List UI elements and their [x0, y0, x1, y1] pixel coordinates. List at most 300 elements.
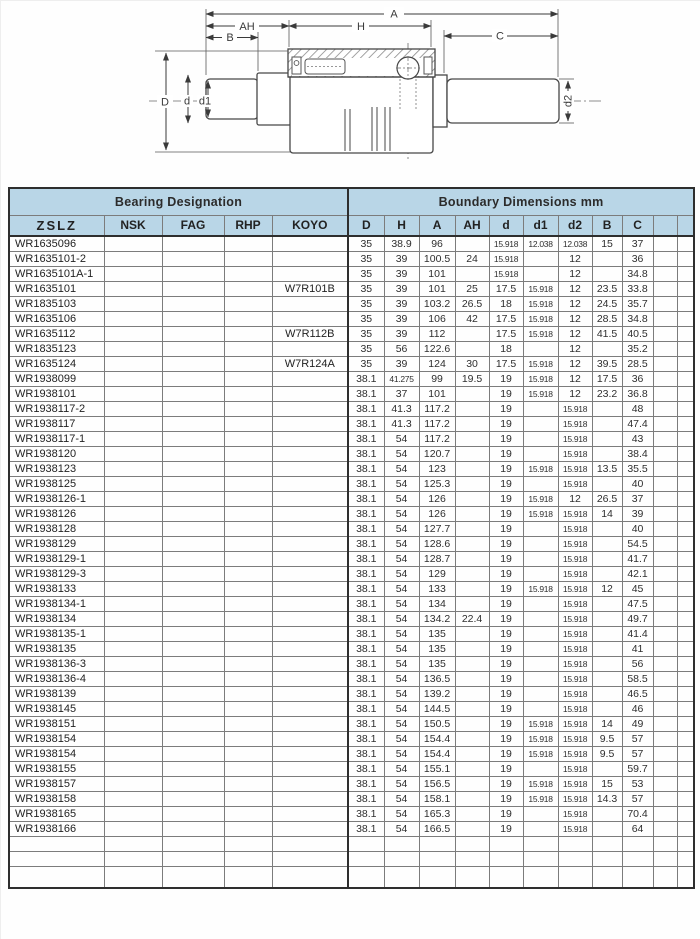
- value-cell: 19: [489, 746, 523, 761]
- value-cell: 54: [384, 686, 419, 701]
- value-cell: 103.2: [419, 296, 455, 311]
- value-cell: [653, 506, 677, 521]
- value-cell: 15.918: [523, 776, 558, 791]
- part-number: WR1635101: [9, 281, 104, 296]
- value-cell: [455, 626, 489, 641]
- part-number: WR1938165: [9, 806, 104, 821]
- table-row: [9, 311, 694, 326]
- value-cell: [653, 521, 677, 536]
- value-cell: 12: [558, 491, 592, 506]
- value-cell: 106: [419, 311, 455, 326]
- part-number: WR1938099: [9, 371, 104, 386]
- dim-label-d1: d1: [198, 95, 212, 108]
- value-cell: 39.5: [592, 356, 622, 371]
- bearing-dimension-diagram: [1, 1, 700, 187]
- value-cell: [653, 821, 677, 836]
- value-cell: [104, 566, 162, 581]
- value-cell: 134.2: [419, 611, 455, 626]
- value-cell: 38.1: [348, 431, 384, 446]
- value-cell: [162, 341, 224, 356]
- value-cell: [677, 506, 694, 521]
- value-cell: 39: [384, 281, 419, 296]
- value-cell: 38.1: [348, 371, 384, 386]
- value-cell: [224, 806, 272, 821]
- value-cell: [224, 311, 272, 326]
- value-cell: [653, 566, 677, 581]
- value-cell: [104, 341, 162, 356]
- value-cell: [162, 251, 224, 266]
- value-cell: [224, 671, 272, 686]
- empty-cell: [162, 866, 224, 888]
- table-row: [9, 476, 694, 491]
- value-cell: [104, 686, 162, 701]
- value-cell: 15.918: [558, 761, 592, 776]
- value-cell: [677, 371, 694, 386]
- table-row: [9, 506, 694, 521]
- value-cell: [104, 536, 162, 551]
- value-cell: [677, 536, 694, 551]
- value-cell: [162, 416, 224, 431]
- value-cell: 17.5: [489, 311, 523, 326]
- table-row: [9, 281, 694, 296]
- value-cell: 15.918: [558, 461, 592, 476]
- value-cell: 15.918: [558, 536, 592, 551]
- value-cell: 19: [489, 686, 523, 701]
- value-cell: 25: [455, 281, 489, 296]
- value-cell: [162, 671, 224, 686]
- value-cell: [455, 431, 489, 446]
- value-cell: 17.5: [489, 281, 523, 296]
- value-cell: [272, 701, 348, 716]
- value-cell: 26.5: [455, 296, 489, 311]
- empty-cell: [592, 851, 622, 866]
- value-cell: [272, 596, 348, 611]
- value-cell: [592, 446, 622, 461]
- value-cell: [162, 506, 224, 521]
- value-cell: 15.918: [558, 641, 592, 656]
- value-cell: 101: [419, 386, 455, 401]
- value-cell: 19: [489, 371, 523, 386]
- value-cell: 33.8: [622, 281, 653, 296]
- value-cell: 56: [622, 656, 653, 671]
- value-cell: [455, 566, 489, 581]
- value-cell: [224, 446, 272, 461]
- value-cell: 38.1: [348, 581, 384, 596]
- value-cell: [523, 431, 558, 446]
- value-cell: [677, 686, 694, 701]
- value-cell: 126: [419, 506, 455, 521]
- value-cell: [272, 716, 348, 731]
- part-number: WR1938158: [9, 791, 104, 806]
- value-cell: 154.4: [419, 731, 455, 746]
- value-cell: [272, 566, 348, 581]
- value-cell: 54: [384, 566, 419, 581]
- value-cell: [272, 536, 348, 551]
- table-row: [9, 776, 694, 791]
- empty-cell: [104, 866, 162, 888]
- value-cell: [455, 716, 489, 731]
- value-cell: 54: [384, 461, 419, 476]
- value-cell: [592, 596, 622, 611]
- value-cell: 23.5: [592, 281, 622, 296]
- column-header-b: B: [592, 215, 622, 236]
- value-cell: [677, 566, 694, 581]
- value-cell: [677, 491, 694, 506]
- value-cell: [677, 521, 694, 536]
- value-cell: [162, 611, 224, 626]
- value-cell: 15.918: [558, 776, 592, 791]
- value-cell: [272, 656, 348, 671]
- value-cell: [592, 416, 622, 431]
- boundary-dimensions-header: Boundary Dimensions mm: [348, 188, 694, 215]
- value-cell: 37: [384, 386, 419, 401]
- part-number: WR1938151: [9, 716, 104, 731]
- value-cell: [455, 446, 489, 461]
- value-cell: 38.1: [348, 596, 384, 611]
- table-row: [9, 446, 694, 461]
- value-cell: [455, 506, 489, 521]
- value-cell: 15.918: [558, 446, 592, 461]
- value-cell: 15.918: [489, 251, 523, 266]
- part-number: WR1938134-1: [9, 596, 104, 611]
- value-cell: [224, 491, 272, 506]
- value-cell: 19: [489, 521, 523, 536]
- value-cell: [104, 266, 162, 281]
- value-cell: [162, 386, 224, 401]
- value-cell: 54.5: [622, 536, 653, 551]
- value-cell: 101: [419, 281, 455, 296]
- value-cell: 70.4: [622, 806, 653, 821]
- value-cell: 38.1: [348, 491, 384, 506]
- value-cell: [455, 521, 489, 536]
- value-cell: [653, 686, 677, 701]
- value-cell: 15.918: [558, 746, 592, 761]
- value-cell: 19: [489, 806, 523, 821]
- value-cell: [272, 446, 348, 461]
- value-cell: 15.918: [523, 581, 558, 596]
- value-cell: [272, 626, 348, 641]
- value-cell: [653, 356, 677, 371]
- value-cell: 133: [419, 581, 455, 596]
- empty-cell: [592, 866, 622, 888]
- part-number: WR1938166: [9, 821, 104, 836]
- value-cell: [272, 821, 348, 836]
- value-cell: [104, 386, 162, 401]
- value-cell: 57: [622, 746, 653, 761]
- value-cell: 46.5: [622, 686, 653, 701]
- value-cell: 54: [384, 701, 419, 716]
- value-cell: [162, 266, 224, 281]
- value-cell: 38.1: [348, 821, 384, 836]
- value-cell: [677, 776, 694, 791]
- value-cell: [653, 611, 677, 626]
- value-cell: [653, 416, 677, 431]
- value-cell: [523, 476, 558, 491]
- value-cell: 15.918: [523, 791, 558, 806]
- value-cell: W7R101B: [272, 281, 348, 296]
- value-cell: 40: [622, 521, 653, 536]
- value-cell: 58.5: [622, 671, 653, 686]
- dim-label-AH: AH: [239, 21, 255, 33]
- value-cell: 19: [489, 581, 523, 596]
- table-row: [9, 401, 694, 416]
- value-cell: [224, 791, 272, 806]
- value-cell: 54: [384, 431, 419, 446]
- value-cell: 38.1: [348, 626, 384, 641]
- value-cell: 38.1: [348, 446, 384, 461]
- value-cell: 15: [592, 236, 622, 251]
- value-cell: [455, 266, 489, 281]
- value-cell: 34.8: [622, 266, 653, 281]
- value-cell: [272, 491, 348, 506]
- value-cell: [104, 731, 162, 746]
- value-cell: 35.2: [622, 341, 653, 356]
- value-cell: 47.5: [622, 596, 653, 611]
- value-cell: [455, 386, 489, 401]
- value-cell: 15: [592, 776, 622, 791]
- value-cell: 38.1: [348, 461, 384, 476]
- value-cell: [653, 236, 677, 251]
- value-cell: [455, 656, 489, 671]
- value-cell: [272, 671, 348, 686]
- table-row: [9, 521, 694, 536]
- empty-cell: [558, 866, 592, 888]
- value-cell: 38.1: [348, 506, 384, 521]
- value-cell: [162, 296, 224, 311]
- value-cell: [653, 401, 677, 416]
- value-cell: 127.7: [419, 521, 455, 536]
- value-cell: [677, 731, 694, 746]
- value-cell: [224, 341, 272, 356]
- value-cell: 42.1: [622, 566, 653, 581]
- value-cell: [677, 416, 694, 431]
- part-number: WR1938139: [9, 686, 104, 701]
- value-cell: 19: [489, 431, 523, 446]
- value-cell: [592, 536, 622, 551]
- part-number: WR1938136-3: [9, 656, 104, 671]
- value-cell: [653, 626, 677, 641]
- value-cell: 117.2: [419, 431, 455, 446]
- empty-cell: [455, 836, 489, 851]
- value-cell: 99: [419, 371, 455, 386]
- value-cell: 54: [384, 611, 419, 626]
- value-cell: [677, 431, 694, 446]
- value-cell: 24: [455, 251, 489, 266]
- value-cell: 100.5: [419, 251, 455, 266]
- value-cell: [104, 326, 162, 341]
- dim-label-A: A: [390, 8, 398, 21]
- empty-cell: [419, 866, 455, 888]
- value-cell: 38.1: [348, 731, 384, 746]
- value-cell: 155.1: [419, 761, 455, 776]
- value-cell: [455, 476, 489, 491]
- value-cell: 14: [592, 716, 622, 731]
- value-cell: 54: [384, 731, 419, 746]
- value-cell: 19: [489, 596, 523, 611]
- value-cell: [104, 596, 162, 611]
- value-cell: 15.918: [558, 806, 592, 821]
- value-cell: [455, 551, 489, 566]
- table-row: [9, 746, 694, 761]
- table-row: [9, 536, 694, 551]
- value-cell: [104, 506, 162, 521]
- value-cell: 15.918: [558, 581, 592, 596]
- value-cell: 24.5: [592, 296, 622, 311]
- value-cell: [272, 761, 348, 776]
- value-cell: 150.5: [419, 716, 455, 731]
- value-cell: [677, 236, 694, 251]
- part-number: WR1938125: [9, 476, 104, 491]
- value-cell: 57: [622, 731, 653, 746]
- empty-cell: [9, 866, 104, 888]
- value-cell: 15.918: [489, 266, 523, 281]
- value-cell: [162, 581, 224, 596]
- value-cell: 139.2: [419, 686, 455, 701]
- empty-cell: [677, 851, 694, 866]
- value-cell: [162, 791, 224, 806]
- value-cell: [104, 251, 162, 266]
- value-cell: [162, 356, 224, 371]
- value-cell: [653, 266, 677, 281]
- value-cell: [224, 731, 272, 746]
- value-cell: 12: [592, 581, 622, 596]
- value-cell: [677, 401, 694, 416]
- value-cell: [104, 416, 162, 431]
- value-cell: [455, 416, 489, 431]
- value-cell: [523, 521, 558, 536]
- value-cell: 38.9: [384, 236, 419, 251]
- empty-cell: [348, 836, 384, 851]
- value-cell: [653, 791, 677, 806]
- value-cell: [104, 461, 162, 476]
- value-cell: [272, 806, 348, 821]
- value-cell: [653, 746, 677, 761]
- value-cell: [104, 806, 162, 821]
- value-cell: [162, 656, 224, 671]
- value-cell: 19: [489, 731, 523, 746]
- empty-cell: [9, 836, 104, 851]
- value-cell: 19: [489, 716, 523, 731]
- value-cell: [592, 521, 622, 536]
- table-row: [9, 386, 694, 401]
- value-cell: [224, 386, 272, 401]
- value-cell: [272, 371, 348, 386]
- value-cell: [653, 296, 677, 311]
- value-cell: 35.7: [622, 296, 653, 311]
- empty-cell: [419, 836, 455, 851]
- dim-label-H: H: [357, 21, 365, 33]
- value-cell: 49.7: [622, 611, 653, 626]
- value-cell: [592, 671, 622, 686]
- column-header-nsk: NSK: [104, 215, 162, 236]
- value-cell: [455, 821, 489, 836]
- value-cell: 19: [489, 461, 523, 476]
- value-cell: 40.5: [622, 326, 653, 341]
- value-cell: [455, 731, 489, 746]
- value-cell: [104, 701, 162, 716]
- value-cell: [677, 461, 694, 476]
- value-cell: [523, 806, 558, 821]
- empty-row: [9, 866, 694, 888]
- value-cell: [162, 716, 224, 731]
- value-cell: 12.038: [523, 236, 558, 251]
- value-cell: [224, 761, 272, 776]
- value-cell: [272, 341, 348, 356]
- value-cell: 19: [489, 776, 523, 791]
- table-row: [9, 266, 694, 281]
- value-cell: 39: [384, 311, 419, 326]
- value-cell: 42: [455, 311, 489, 326]
- value-cell: 19: [489, 641, 523, 656]
- value-cell: [523, 341, 558, 356]
- value-cell: 128.6: [419, 536, 455, 551]
- value-cell: 47.4: [622, 416, 653, 431]
- value-cell: 53: [622, 776, 653, 791]
- value-cell: [592, 611, 622, 626]
- value-cell: [224, 566, 272, 581]
- table-row: [9, 686, 694, 701]
- value-cell: [104, 611, 162, 626]
- value-cell: 38.1: [348, 416, 384, 431]
- value-cell: 124: [419, 356, 455, 371]
- empty-cell: [523, 851, 558, 866]
- value-cell: 37: [622, 491, 653, 506]
- table-row: [9, 341, 694, 356]
- value-cell: [162, 641, 224, 656]
- value-cell: [677, 626, 694, 641]
- value-cell: [677, 761, 694, 776]
- value-cell: [653, 371, 677, 386]
- value-cell: [592, 656, 622, 671]
- value-cell: [162, 596, 224, 611]
- part-number: WR1938123: [9, 461, 104, 476]
- empty-cell: [9, 851, 104, 866]
- value-cell: 19.5: [455, 371, 489, 386]
- value-cell: [224, 656, 272, 671]
- value-cell: [162, 476, 224, 491]
- value-cell: [653, 431, 677, 446]
- value-cell: 19: [489, 821, 523, 836]
- value-cell: 134: [419, 596, 455, 611]
- value-cell: 122.6: [419, 341, 455, 356]
- value-cell: 19: [489, 416, 523, 431]
- empty-row: [9, 836, 694, 851]
- value-cell: [592, 761, 622, 776]
- part-number: WR1635096: [9, 236, 104, 251]
- empty-cell: [677, 836, 694, 851]
- table-row: [9, 431, 694, 446]
- value-cell: [272, 521, 348, 536]
- value-cell: 15.918: [523, 311, 558, 326]
- value-cell: [523, 416, 558, 431]
- value-cell: [523, 446, 558, 461]
- value-cell: 35: [348, 296, 384, 311]
- value-cell: 18: [489, 296, 523, 311]
- value-cell: [162, 236, 224, 251]
- value-cell: [162, 326, 224, 341]
- part-number: WR1635124: [9, 356, 104, 371]
- value-cell: 166.5: [419, 821, 455, 836]
- value-cell: 15.918: [558, 731, 592, 746]
- value-cell: [272, 236, 348, 251]
- value-cell: [592, 686, 622, 701]
- value-cell: 12.038: [558, 236, 592, 251]
- value-cell: [272, 611, 348, 626]
- value-cell: 38.1: [348, 776, 384, 791]
- value-cell: [523, 626, 558, 641]
- value-cell: [653, 671, 677, 686]
- part-number: WR1635101-2: [9, 251, 104, 266]
